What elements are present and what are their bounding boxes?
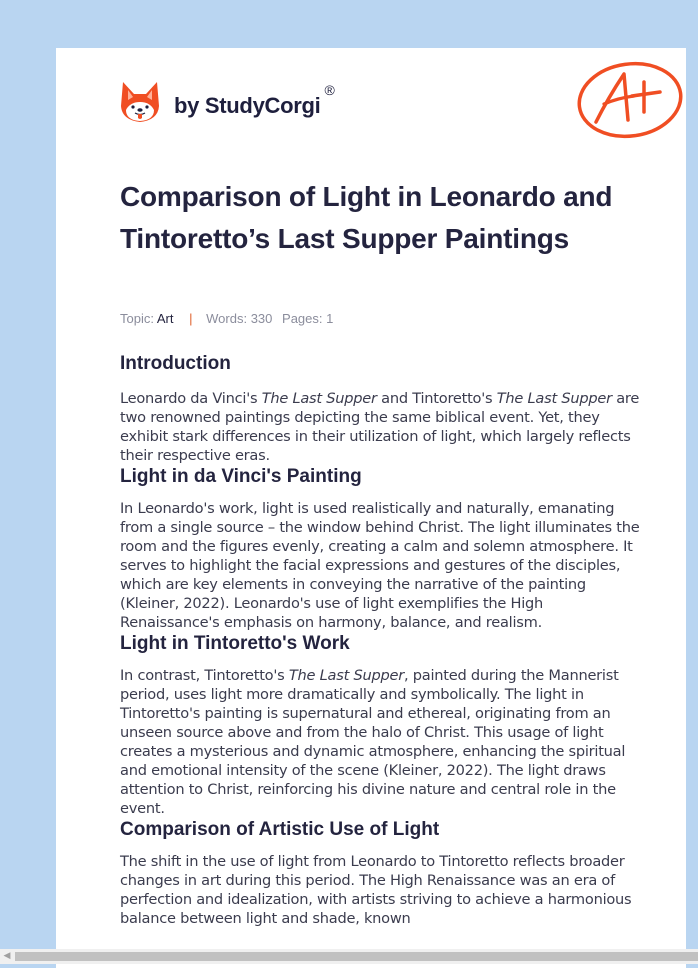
page-header [120, 76, 660, 146]
text-run: are two renowned paintings depicting the same biblical event. Yet, they exhibit stark differences in their utilization of light, which largely reflects their respective eras. [120, 390, 640, 464]
section-heading-tintoretto: Light in Tintoretto's Work [120, 633, 350, 654]
document-meta [120, 311, 333, 326]
section-paragraph-da-vinci: In Leonardo's work, light is used realistically and naturally, emanating from a single source – the window behind Christ. The light illuminates the room and the figures evenly, creating a calm and solemn atmosphere. It serves to highlight the facial expressions and gestures of the disciples, which are key elements in conveying the narrative of the painting (Kleiner, 2022). Leonardo's use of light exemplifies the High Renaissance's emphasis on harmony, balance, and realism. [120, 500, 640, 631]
text-run: Leonardo da Vinci's [120, 390, 262, 407]
horizontal-scrollbar[interactable] [0, 949, 698, 964]
scroll-left-arrow-icon[interactable]: ◀ [3, 951, 11, 961]
text-run: and Tintoretto's [376, 390, 497, 407]
topic-value[interactable]: Art [156, 311, 174, 326]
registered-mark: ® [324, 82, 335, 98]
section-paragraph-tintoretto [120, 666, 640, 818]
italic-title: The Last Supper [496, 390, 612, 407]
pages-label: Pages: [282, 311, 323, 326]
document-page [56, 48, 686, 968]
document-title: Comparison of Light in Leonardo and Tintoretto’s Last Supper Paintings [120, 181, 613, 254]
pages-value: 1 [326, 311, 334, 326]
scrollbar-thumb[interactable] [15, 952, 698, 961]
document-body [120, 352, 640, 928]
meta-separator: | [189, 311, 193, 326]
text-run: In contrast, Tintoretto's [120, 667, 289, 684]
brand-name: by StudyCorgi [174, 93, 321, 118]
section-heading-comparison: Comparison of Artistic Use of Light [120, 819, 440, 840]
studycorgi-logo[interactable] [120, 76, 335, 128]
a-plus-grade-icon [574, 58, 684, 140]
corgi-logo-icon [120, 80, 160, 124]
text-run: , painted during the Mannerist period, uses light more dramatically and symbolically. The light in Tintoretto's painting is supernatural and ethereal, originating from an unseen source above and from the halo of Christ. This usage of light creates a mysterious and dynamic atmosphere, enhancing the spiritual and emotional intensity of the scene (Kleiner, 2022). The light draws attention to Christ, reinforcing his divine nature and central role in the event. [120, 667, 626, 817]
italic-title: The Last Supper [261, 390, 377, 407]
section-paragraph-comparison: The shift in the use of light from Leonardo to Tintoretto reflects broader changes in art during this period. The High Renaissance was an era of perfection and idealization, with artists striving to achieve a harmonious balance between light and shade, known [120, 853, 632, 927]
topic-label: Topic: [120, 311, 154, 326]
section-paragraph-introduction [120, 389, 640, 465]
section-heading-introduction: Introduction [120, 353, 231, 374]
words-value: 330 [250, 311, 273, 326]
section-heading-da-vinci: Light in da Vinci's Painting [120, 466, 362, 487]
italic-title: The Last Supper [288, 667, 404, 684]
words-label: Words: [206, 311, 248, 326]
